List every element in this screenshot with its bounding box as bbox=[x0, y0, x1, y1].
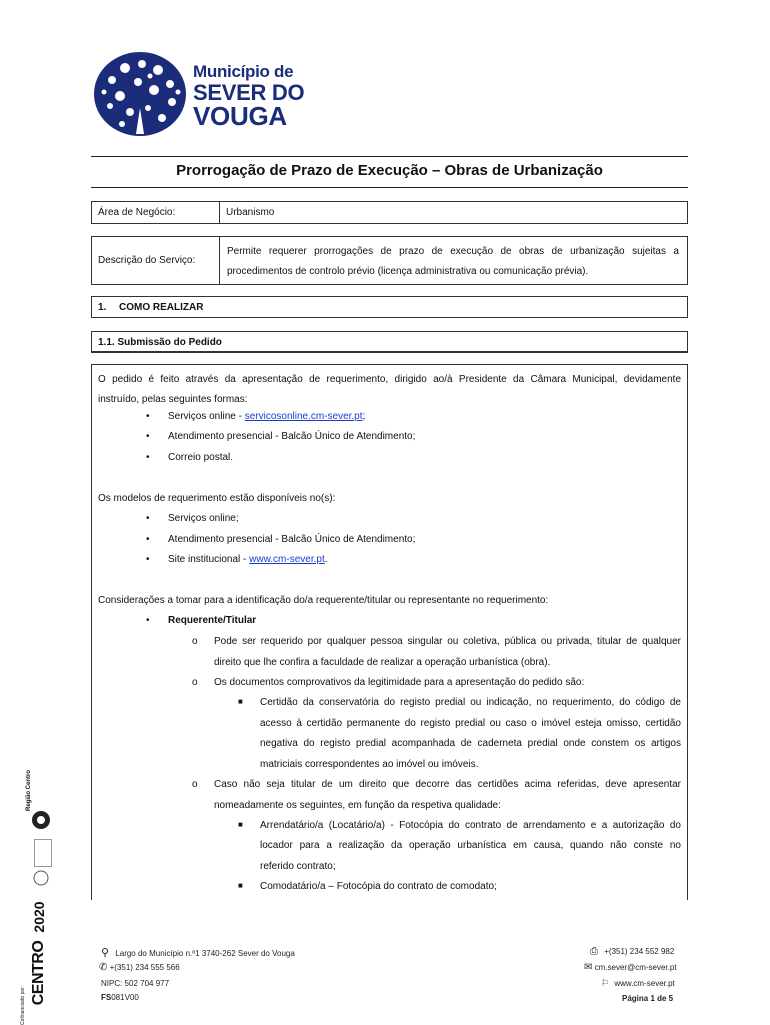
sq2-line-1: Arrendatário/a (Locatário/a) - Fotocópia do contrato de arrendamento e a autorização do bbox=[260, 820, 681, 831]
list-item-text: Serviços online - bbox=[168, 411, 245, 422]
sq3-text: Comodatário/a – Fotocópia do contrato de comodato; bbox=[260, 881, 497, 892]
bullet-icon: • bbox=[146, 615, 150, 626]
o1-line-2: direito que lhe confira a faculdade de realizar a operação urbanística (obra). bbox=[214, 657, 551, 668]
sq1-line-1: Certidão da conservatória do registo predial ou indicação, no requerimento, do código de bbox=[260, 697, 681, 708]
circle-bullet-icon: o bbox=[192, 636, 198, 647]
list-item-correio: Correio postal. bbox=[168, 452, 234, 463]
list-item-atendimento-models: Atendimento presencial - Balcão Único de Atendimento; bbox=[168, 534, 416, 545]
square-bullet-icon: ■ bbox=[238, 697, 243, 706]
area-table bbox=[91, 201, 688, 224]
footer-web bbox=[601, 978, 675, 989]
list-item-text: Site institucional - bbox=[168, 554, 250, 565]
logo-text-vouga: VOUGA bbox=[193, 101, 287, 131]
site-link[interactable]: www.cm-sever.pt bbox=[249, 554, 325, 565]
circle-bullet-icon: o bbox=[192, 677, 198, 688]
sq2-line-2: locador para a realização da operação urbanística em causa, quando não conste no bbox=[260, 840, 681, 851]
list-item-atendimento: Atendimento presencial - Balcão Único de Atendimento; bbox=[168, 431, 416, 442]
requerente-heading: Requerente/Titular bbox=[168, 615, 257, 626]
regiao-centro-icon bbox=[30, 809, 52, 831]
regiao-centro-label: Região Centro bbox=[26, 769, 32, 811]
description-line-2: procedimentos de controlo prévio (licença administrativa ou comunicação prévia). bbox=[227, 266, 589, 277]
subsection-title: 1.1. Submissão do Pedido bbox=[98, 337, 222, 348]
title-top-rule bbox=[91, 156, 688, 157]
bullet-icon: • bbox=[146, 554, 150, 565]
municipality-logo-emblem bbox=[92, 50, 188, 138]
sq1-line-4: matriciais correspondentes ao imóvel ou imóveis. bbox=[260, 759, 479, 770]
page-number: Página 1 de 5 bbox=[622, 994, 674, 1003]
section-title: COMO REALIZAR bbox=[119, 302, 204, 313]
list-item-site bbox=[168, 554, 328, 565]
sq1-line-2: acesso à certidão permanente do registo predial ou caso o imóvel esteja omisso, certidão bbox=[260, 718, 681, 729]
fax-icon: ⎙ bbox=[590, 946, 598, 957]
logo-text-municipio: Município de bbox=[193, 62, 294, 81]
square-bullet-icon: ■ bbox=[238, 820, 243, 829]
section-number: 1. bbox=[98, 302, 107, 313]
footer-nipc: NIPC: 502 704 977 bbox=[101, 979, 170, 988]
fax-text: +(351) 234 552 982 bbox=[604, 947, 675, 956]
email-text[interactable]: cm.sever@cm-sever.pt bbox=[594, 963, 677, 972]
o3-line-1: Caso não seja titular de um direito que decorre das certidões acima referidas, deve apresentar bbox=[214, 779, 681, 790]
email-icon: ✉ bbox=[584, 962, 593, 973]
bullet-icon: • bbox=[146, 513, 150, 524]
portugal-2020-logo: 2020 bbox=[31, 901, 47, 933]
description-table bbox=[91, 236, 688, 285]
footer-address bbox=[101, 946, 295, 959]
description-label: Descrição do Serviço: bbox=[98, 255, 196, 266]
square-bullet-icon: ■ bbox=[238, 881, 243, 890]
document-title: Prorrogação de Prazo de Execução – Obras de Urbanização bbox=[176, 162, 603, 179]
bullet-icon: • bbox=[146, 411, 150, 422]
sq2-line-3: referido contrato; bbox=[260, 861, 336, 872]
list-item-servicos-online-models: Serviços online; bbox=[168, 513, 239, 524]
footer-email bbox=[584, 962, 677, 973]
portugal-emblem-icon bbox=[34, 839, 52, 867]
list-item-servicos-online bbox=[168, 411, 365, 422]
location-pin-icon: ⚲ bbox=[101, 947, 110, 959]
footer-code bbox=[101, 993, 139, 1002]
eu-flag-icon bbox=[32, 869, 50, 887]
phone-text: +(351) 234 555 566 bbox=[109, 963, 180, 972]
web-text[interactable]: www.cm-sever.pt bbox=[614, 979, 675, 988]
bullet-icon: • bbox=[146, 431, 150, 442]
bullet-icon: • bbox=[146, 534, 150, 545]
section-submissao bbox=[91, 331, 688, 353]
footer-fax bbox=[590, 946, 674, 957]
bullet-icon: • bbox=[146, 452, 150, 463]
description-divider bbox=[219, 237, 220, 284]
section-como-realizar bbox=[91, 296, 688, 318]
phone-icon: ✆ bbox=[99, 962, 108, 973]
area-value: Urbanismo bbox=[226, 207, 275, 218]
logo-text-sever-do: SEVER DO bbox=[193, 80, 305, 105]
centro-2020-logo: CENTRO bbox=[30, 940, 47, 1006]
sq1-line-3: negativa do registo predial acompanhada de caderneta predial onde constem os artigos bbox=[260, 738, 681, 749]
paragraph-2: Os modelos de requerimento estão disponíveis no(s): bbox=[98, 493, 336, 504]
title-bottom-rule bbox=[91, 187, 688, 188]
area-label: Área de Negócio: bbox=[98, 207, 176, 218]
list-item-suffix: ; bbox=[362, 411, 366, 422]
servicosonline-link[interactable]: servicosonline.cm-sever.pt bbox=[244, 411, 363, 422]
address-text: Largo do Município n.º1 3740-262 Sever do Vouga bbox=[115, 949, 295, 958]
o1-line-1: Pode ser requerido por qualquer pessoa singular ou coletiva, pública ou privada, titular de qualquer bbox=[214, 636, 681, 647]
o3-line-2: nomeadamente os seguintes, em função da respetiva qualidade: bbox=[214, 800, 501, 811]
cofinanciado-label: Cofinanciado por: bbox=[20, 985, 26, 1025]
code-text: 081V00 bbox=[111, 993, 139, 1002]
footer-phone bbox=[99, 962, 180, 973]
paragraph-1-line-2: instruído, pelas seguintes formas: bbox=[98, 394, 248, 405]
description-line-1: Permite requerer prorrogações de prazo de execução de obras de urbanização sujeitas a bbox=[227, 246, 679, 257]
paragraph-3: Considerações a tomar para a identificação do/a requerente/titular ou representante no requerimento: bbox=[98, 595, 549, 606]
globe-icon: ⚐ bbox=[601, 978, 610, 988]
list-item-suffix: . bbox=[324, 554, 328, 565]
o2-text: Os documentos comprovativos da legitimidade para a apresentação do pedido são: bbox=[214, 677, 585, 688]
funding-logos-strip bbox=[20, 769, 58, 1025]
paragraph-1-line-1: O pedido é feito através da apresentação de requerimento, dirigido ao/à Presidente da Câmara Municipal, devidamente bbox=[98, 374, 681, 385]
circle-bullet-icon: o bbox=[192, 779, 198, 790]
code-prefix: FS bbox=[101, 993, 112, 1002]
